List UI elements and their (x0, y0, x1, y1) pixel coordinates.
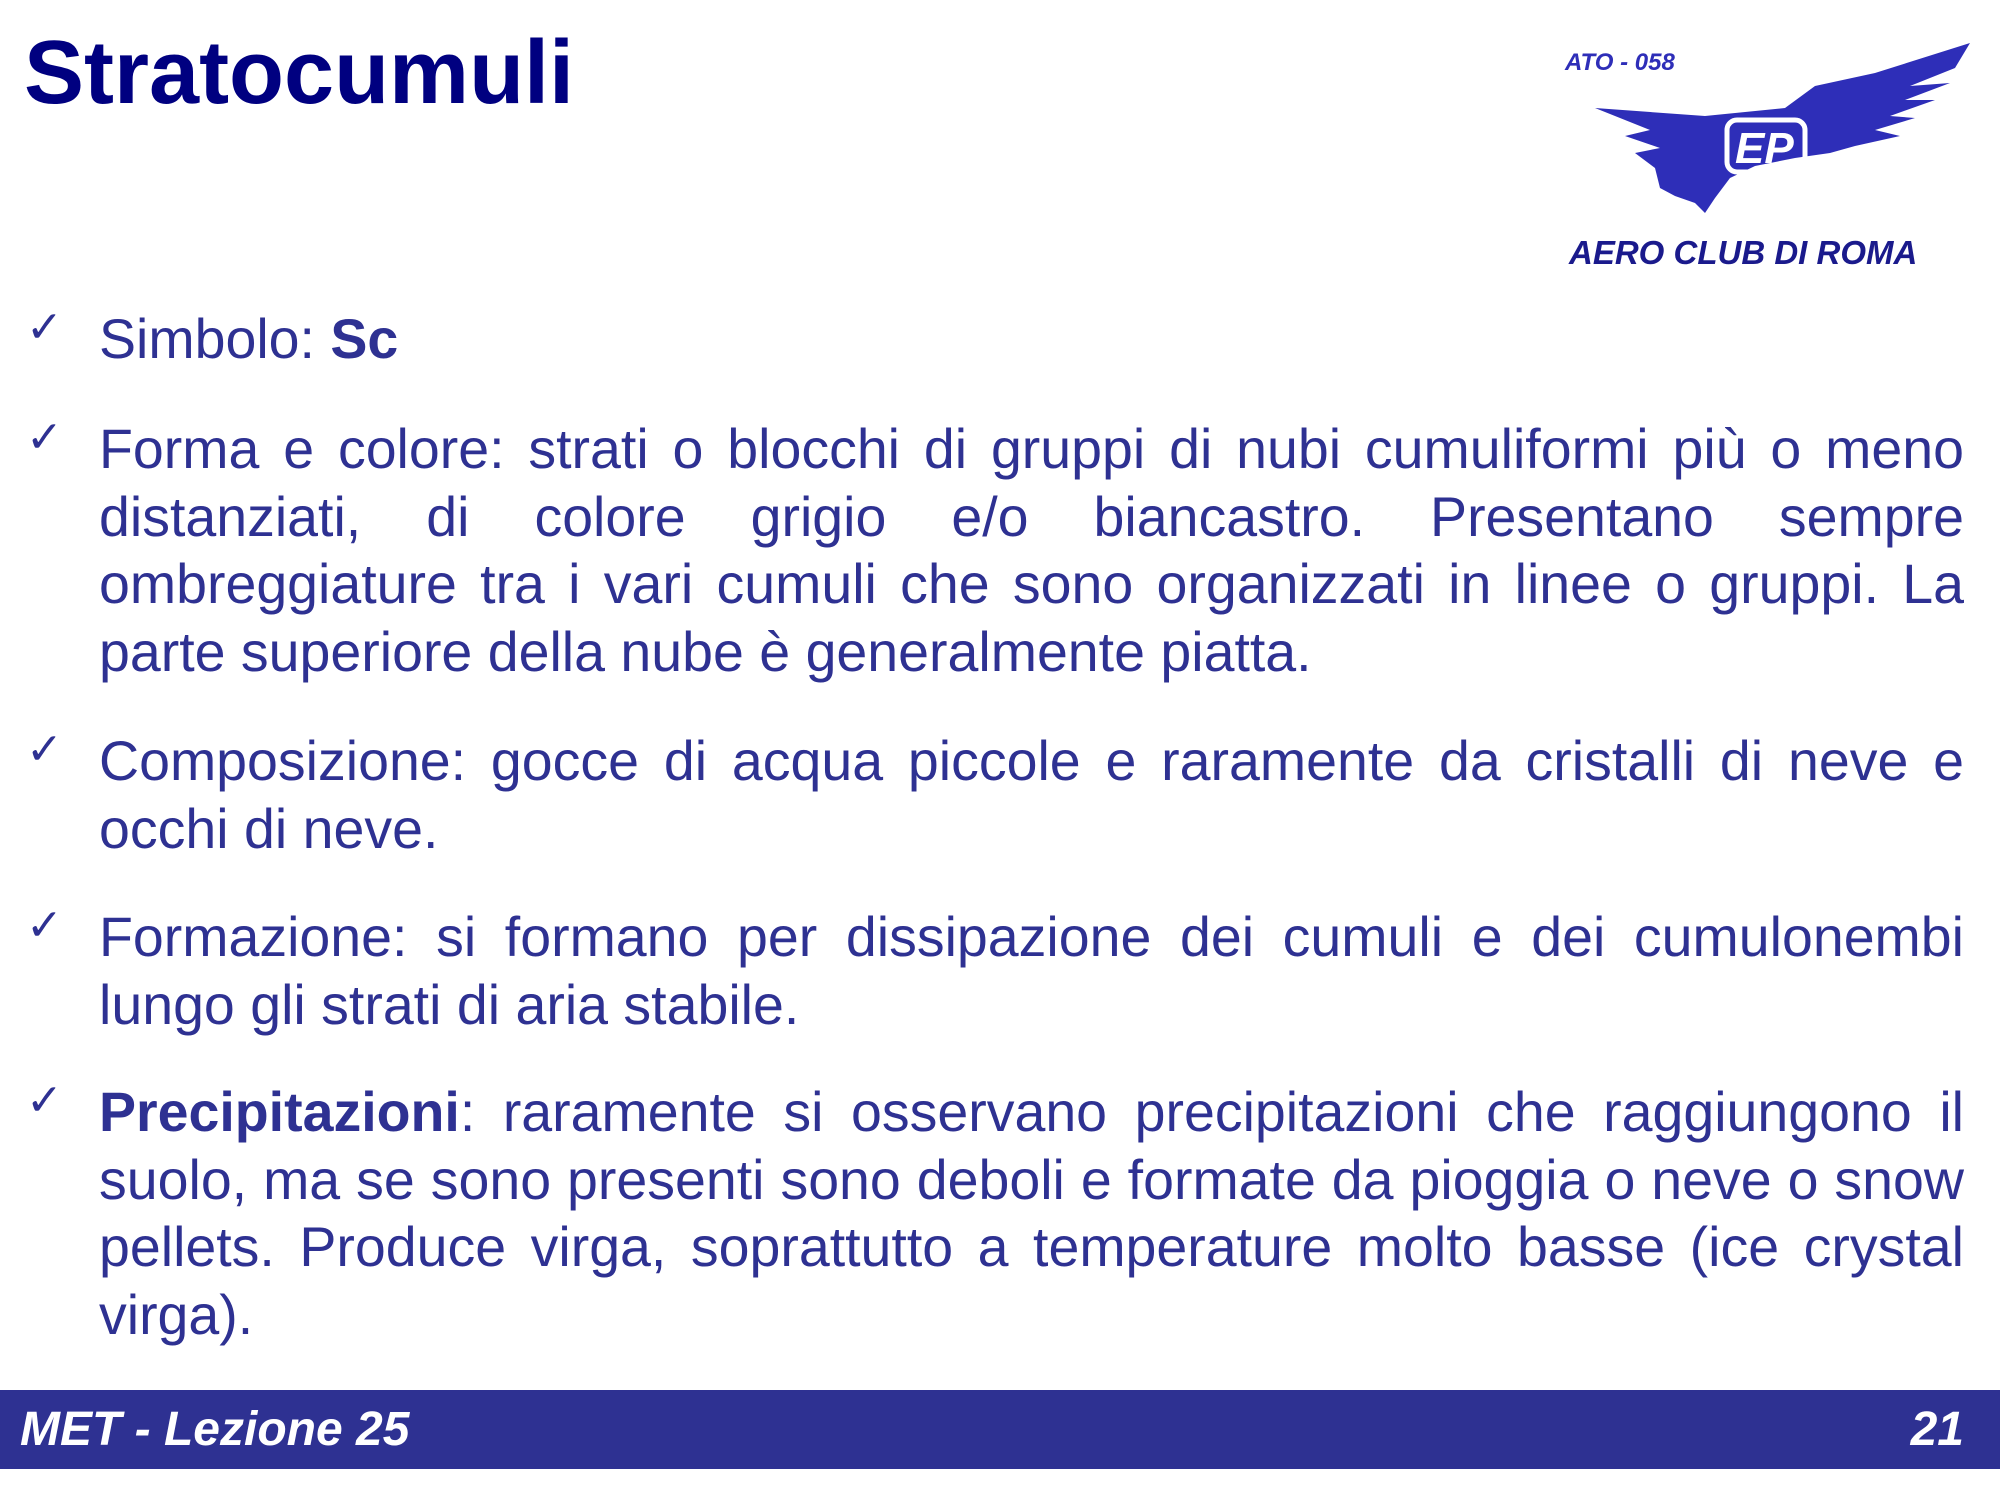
svg-text:ATO - 058: ATO - 058 (1565, 49, 1675, 76)
slide-title: Stratocumuli (24, 23, 575, 123)
svg-text:AERO CLUB DI ROMA: AERO CLUB DI ROMA (1569, 234, 1918, 271)
checkmark-icon: ✓ (26, 901, 63, 950)
symbol-value: Sc (330, 308, 399, 370)
checkmark-icon: ✓ (26, 725, 63, 774)
bullet-text: Forma e colore: strati o blocchi di gruppi di nubi cumuliformi più o meno distanziati, di colore grigio e/o biancastro. Presentano sempre ombreggiature tra i vari cumuli che sono organizzati in linee o gruppi. La parte superiore della nube è generalmente piatta. (99, 418, 1964, 683)
eagle-logo-icon (1555, 38, 1985, 278)
bullet-text: Composizione: gocce di acqua piccole e raramente da cristalli di neve e occhi di neve. (99, 730, 1964, 860)
bullet-label: Simbolo: (99, 308, 331, 370)
lesson-label: MET - Lezione 25 (20, 1403, 410, 1456)
svg-text:EP: EP (1735, 124, 1794, 173)
bullet-text (99, 306, 1964, 374)
bullet-body: : raramente si osservano precipitazioni che raggiungono il suolo, ma se sono presenti sono deboli e formate da pioggia o neve o snow pellets. Produce virga, soprattutto a temperature molto basse (ice crystal virga). (99, 1081, 1964, 1346)
bullet-bold-label: Precipitazioni (99, 1081, 460, 1143)
bullet-text: Formazione: si formano per dissipazione dei cumuli e dei cumulonembi lungo gli strati di aria stabile. (99, 906, 1964, 1036)
bullet-text (99, 1079, 1964, 1349)
checkmark-icon: ✓ (26, 1076, 63, 1125)
checkmark-icon: ✓ (26, 303, 63, 352)
aero-club-logo (1555, 38, 1985, 278)
footer-bar (0, 1390, 2000, 1469)
checkmark-icon: ✓ (26, 413, 63, 462)
page-number: 21 (1910, 1403, 1964, 1456)
